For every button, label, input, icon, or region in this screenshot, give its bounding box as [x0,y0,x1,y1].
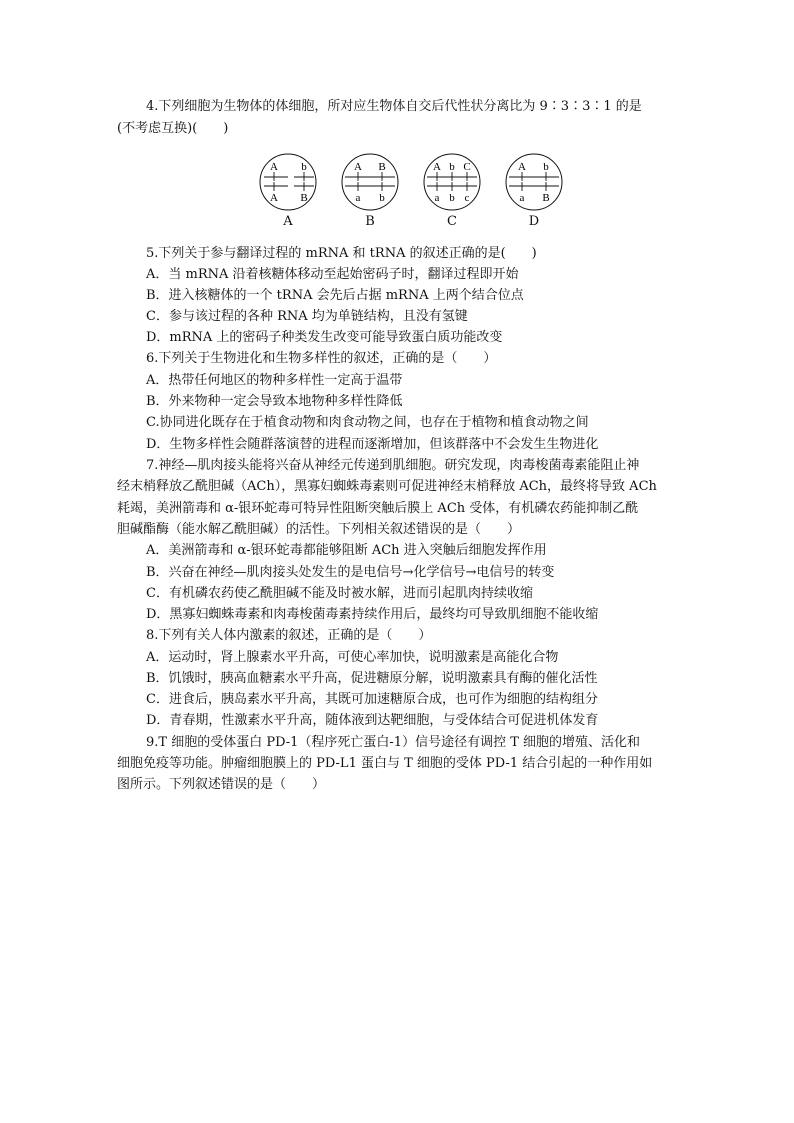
q7-option-b: B．兴奋在神经—肌肉接头处发生的是电信号→化学信号→电信号的转变 [146,565,555,580]
cell-b-figure [340,152,400,212]
cell-c-top-left: A [433,161,441,173]
q6-option-c: C.协同进化既存在于植食动物和肉食动物之间，也存在于植物和植食动物之间 [146,415,589,430]
q8-stem: 8.下列有关人体内激素的叙述，正确的是（ ） [146,628,432,643]
q7-option-a: A．美洲箭毒和 α-银环蛇毒都能够阻断 ACh 进入突触后细胞发挥作用 [146,543,547,558]
q5-option-d: D．mRNA 上的密码子种类发生改变可能导致蛋白质功能改变 [146,330,503,345]
q7-stem-line3: 耗竭，美洲箭毒和 α-银环蛇毒可特异性阻断突触后膜上 ACh 受体，有机磷农药能抑制乙酰 [117,501,639,516]
q7-option-d: D．黑寡妇蜘蛛毒素和肉毒梭菌毒素持续作用后，最终均可导致肌细胞不能收缩 [146,607,599,622]
cell-a-bottom-right: B [300,192,308,204]
cell-diagram-b [340,152,400,229]
cell-a-bottom-left: A [270,192,278,204]
cell-c-bottom-left: a [434,192,440,204]
q6-stem: 6.下列关于生物进化和生物多样性的叙述，正确的是（ ） [146,351,497,366]
cell-b-bottom-left: a [355,192,361,204]
cell-b-top-left: A [354,161,362,173]
cell-b-bottom-right: b [379,192,385,204]
q5-option-b: B．进入核糖体的一个 tRNA 会先后占据 mRNA 上两个结合位点 [146,288,524,303]
q9-stem-line2: 细胞免疫等功能。肿瘤细胞膜上的 PD-L1 蛋白与 T 细胞的受体 PD-1 结合引起的一种作用如 [117,756,653,771]
cell-diagrams [258,152,578,234]
q9-stem-line1: 9.T 细胞的受体蛋白 PD-1（程序死亡蛋白-1）信号途径有调控 T 细胞的增殖、活化和 [146,735,641,750]
q8-option-b: B．饥饿时，胰高血糖素水平升高，促进糖原分解，说明激素具有酶的催化活性 [146,671,598,686]
cell-b-top-right: B [378,161,386,173]
cell-a-figure [258,152,318,212]
cell-b-label: B [365,214,375,229]
q4-stem-line1: 4.下列细胞为生物体的体细胞，所对应生物体自交后代性状分离比为 9∶3∶3∶1 的是 [146,99,642,114]
cell-diagram-a [258,152,318,229]
cell-a-top-left: A [270,161,278,173]
cell-c-bottom-right: c [464,192,470,204]
q6-option-b: B．外来物种一定会导致本地物种多样性降低 [146,394,403,409]
cell-d-top-left: A [518,161,526,173]
cell-d-bottom-right: B [542,192,550,204]
cell-a-label: A [283,214,293,229]
q4-stem-line2: (不考虑互换)( ) [117,121,229,136]
cell-diagram-c [422,152,482,229]
cell-d-label: D [528,214,540,229]
cell-c-top-right: C [463,161,471,173]
q7-stem-line1: 7.神经—肌肉接头能将兴奋从神经元传递到肌细胞。研究发现，肉毒梭菌毒素能阻止神 [146,458,640,473]
q7-stem-line2: 经末梢释放乙酰胆碱（ACh），黑寡妇蜘蛛毒素则可促进神经末梢释放 ACh，最终将导致 ACh [117,479,657,494]
cell-c-figure [422,152,482,212]
cell-a-top-right: b [301,161,307,173]
cell-d-figure [504,152,564,212]
cell-diagram-d [504,152,564,229]
q6-option-d: D．生物多样性会随群落演替的进程而逐渐增加，但该群落中不会发生生物进化 [146,437,599,452]
q5-option-c: C．参与该过程的各种 RNA 均为单链结构，且没有氢键 [146,309,468,324]
q8-option-c: C．进食后，胰岛素水平升高，其既可加速糖原合成，也可作为细胞的结构组分 [146,692,598,707]
q5-stem: 5.下列关于参与翻译过程的 mRNA 和 tRNA 的叙述正确的是( ) [146,246,537,261]
q5-option-a: A．当 mRNA 沿着核糖体移动至起始密码子时，翻译过程即开始 [146,267,519,282]
q8-option-a: A．运动时，肾上腺素水平升高，可使心率加快，说明激素是高能化合物 [146,650,559,665]
cell-c-label: C [447,214,457,229]
q6-option-a: A．热带任何地区的物种多样性一定高于温带 [146,373,403,388]
cell-d-top-right: b [543,161,549,173]
cell-d-bottom-left: a [519,192,525,204]
q9-stem-line3: 图所示。下列叙述错误的是（ ） [117,777,326,792]
cell-c-top-mid: b [449,161,455,173]
q7-stem-line4: 胆碱酯酶（能水解乙酰胆碱）的活性。下列相关叙述错误的是（ ） [117,522,521,537]
q7-option-c: C．有机磷农药使乙酰胆碱不能及时被水解，进而引起肌肉持续收缩 [146,586,533,601]
cell-c-bottom-mid: b [449,192,455,204]
q8-option-d: D．青春期，性激素水平升高，随体液到达靶细胞，与受体结合可促进机体发育 [146,713,599,728]
